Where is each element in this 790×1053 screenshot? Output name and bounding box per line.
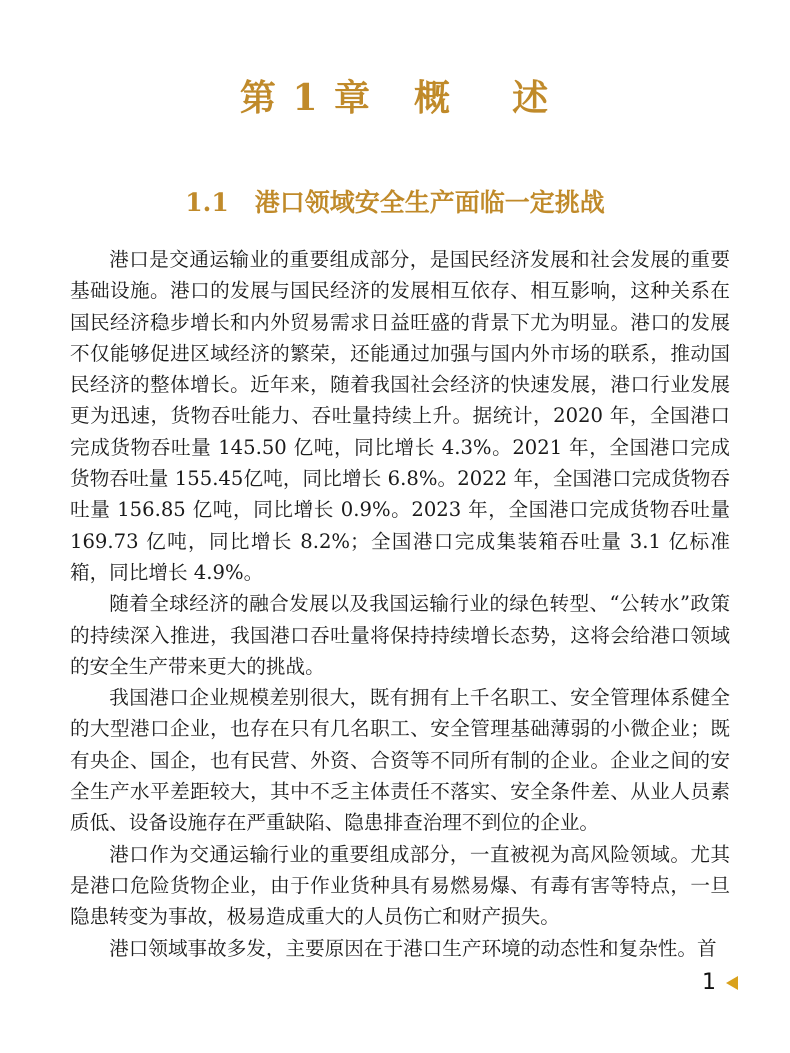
body-text	[70, 244, 730, 964]
paragraph: 港口是交通运输业的重要组成部分，是国民经济发展和社会发展的重要基础设施。港口的发展与国民经济的发展相互依存、相互影响，这种关系在国民经济稳步增长和内外贸易需求日益旺盛的背景下尤为明显。港口的发展不仅能够促进区域经济的繁荣，还能通过加强与国内外市场的联系，推动国民经济的整体增长。近年来，随着我国社会经济的快速发展，港口行业发展更为迅速，货物吞吐能力、吞吐量持续上升。据统计，2020 年，全国港口完成货物吞吐量 145.50 亿吨，同比增长 4.3%。2021 年，全国港口完成货物吞吐量 155.45亿吨，同比增长 6.8%。2022 年，全国港口完成货物吞吐量 156.85 亿吨，同比增长 0.9%。2023 年，全国港口完成货物吞吐量 169.73 亿吨，同比增长 8.2%；全国港口完成集装箱吞吐量 3.1 亿标准箱，同比增长 4.9%。	[70, 248, 730, 584]
paragraph: 港口领域事故多发，主要原因在于港口生产环境的动态性和复杂性。首	[109, 936, 717, 960]
chapter-title-part2: 述	[512, 77, 551, 119]
paragraph: 我国港口企业规模差别很大，既有拥有上千名职工、安全管理体系健全的大型港口企业，也存在只有几名职工、安全管理基础薄弱的小微企业；既有央企、国企，也有民营、外资、合资等不同所有制的企业。企业之间的安全生产水平差距较大，其中不乏主体责任不落实、安全条件差、从业人员素质低、设备设施存在严重缺陷、隐患排查治理不到位的企业。	[70, 686, 730, 835]
triangle-left-icon	[726, 976, 738, 990]
page-footer	[702, 970, 738, 995]
chapter-number: 第 1 章	[239, 77, 373, 119]
section-number: 1.1	[185, 188, 229, 217]
paragraph: 随着全球经济的融合发展以及我国运输行业的绿色转型、“公转水”政策的持续深入推进，我国港口吞吐量将保持持续增长态势，这将会给港口领域的安全生产带来更大的挑战。	[70, 592, 730, 678]
section-heading-text: 港口领域安全生产面临一定挑战	[254, 188, 605, 217]
paragraph: 港口作为交通运输行业的重要组成部分，一直被视为高风险领域。尤其是港口危险货物企业，由于作业货种具有易燃易爆、有毒有害等特点，一旦隐患转变为事故，极易造成重大的人员伤亡和财产损失。	[70, 842, 730, 929]
chapter-title	[0, 70, 790, 121]
chapter-title-part1: 概	[414, 77, 453, 119]
section-title	[0, 183, 790, 219]
page-number: 1	[702, 970, 716, 995]
